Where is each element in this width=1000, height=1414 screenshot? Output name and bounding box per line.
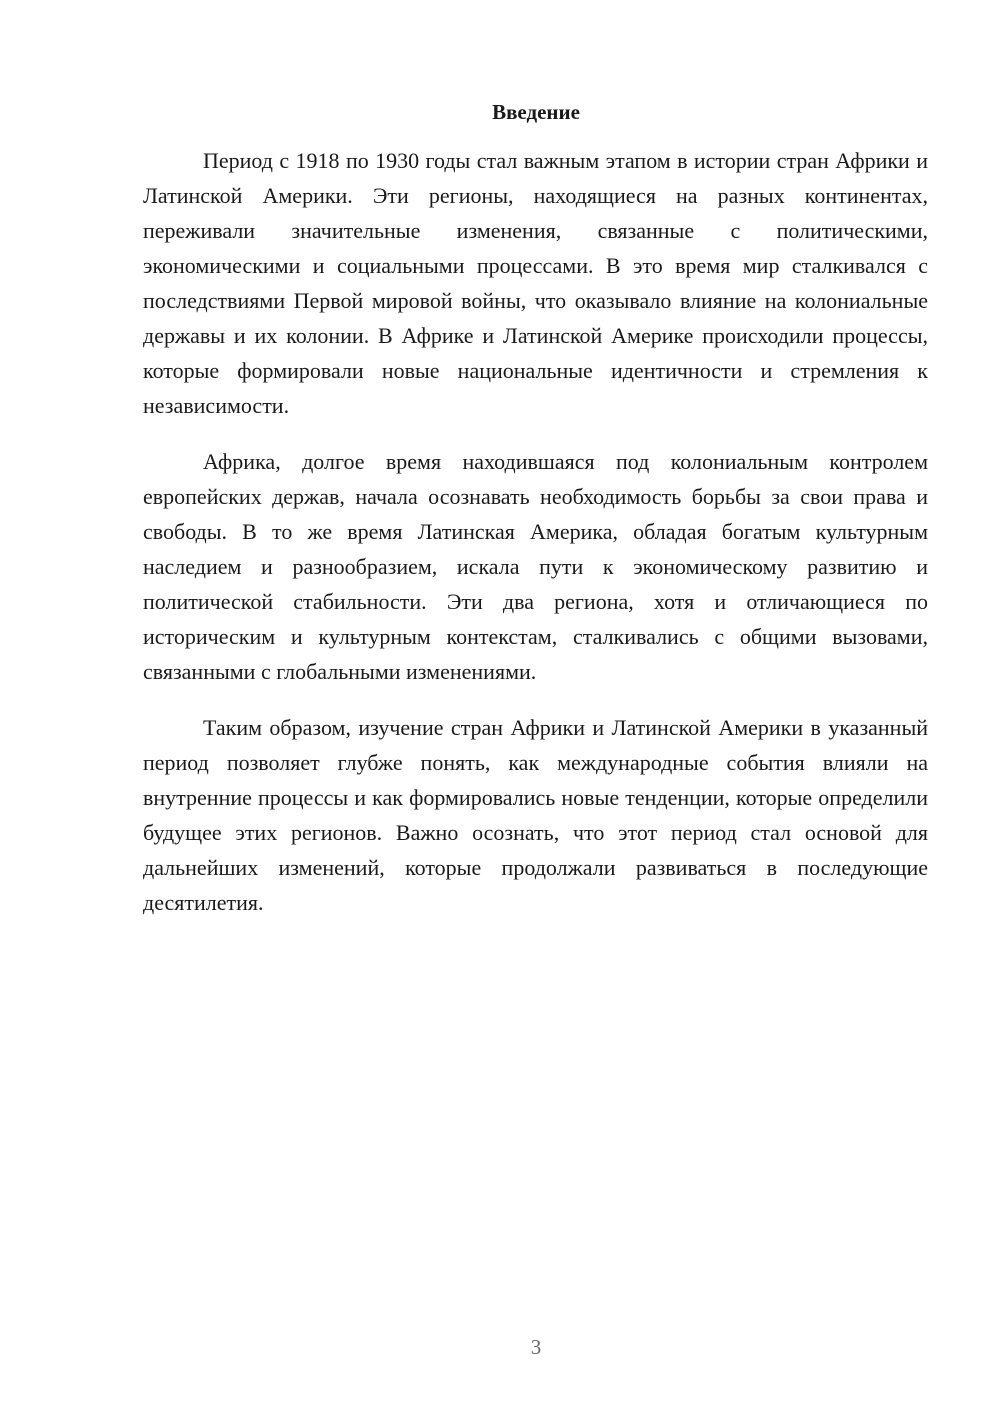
paragraph-1: Период с 1918 по 1930 годы стал важным этапом в истории стран Африки и Латинской Америки. Эти регионы, находящиеся на разных континентах, переживали значительные изменения, связанные с политическими, экономическими и социальными процессами. В это время мир сталкивался с последствиями Первой мировой войны, что оказывало влияние на колониальные державы и их колонии. В Африке и Латинской Америке происходили процессы, которые формировали новые национальные идентичности и стремления к независимости.	[143, 148, 928, 418]
body-text	[143, 143, 928, 941]
paragraph-3: Таким образом, изучение стран Африки и Латинской Америки в указанный период позволяет глубже понять, как международные события влияли на внутренние процессы и как формировались новые тенденции, которые определили будущее этих регионов. Важно осознать, что этот период стал основой для дальнейших изменений, которые продолжали развиваться в последующие десятилетия.	[143, 715, 928, 915]
page-number: 3	[530, 1335, 542, 1359]
paragraph-2: Африка, долгое время находившаяся под колониальным контролем европейских держав, начала осознавать необходимость борьбы за свои права и свободы. В то же время Латинская Америка, обладая богатым культурным наследием и разнообразием, искала пути к экономическому развитию и политической стабильности. Эти два региона, хотя и отличающиеся по историческим и культурным контекстам, сталкивались с общими вызовами, связанными с глобальными изменениями.	[143, 449, 928, 684]
section-title: Введение	[492, 100, 580, 124]
